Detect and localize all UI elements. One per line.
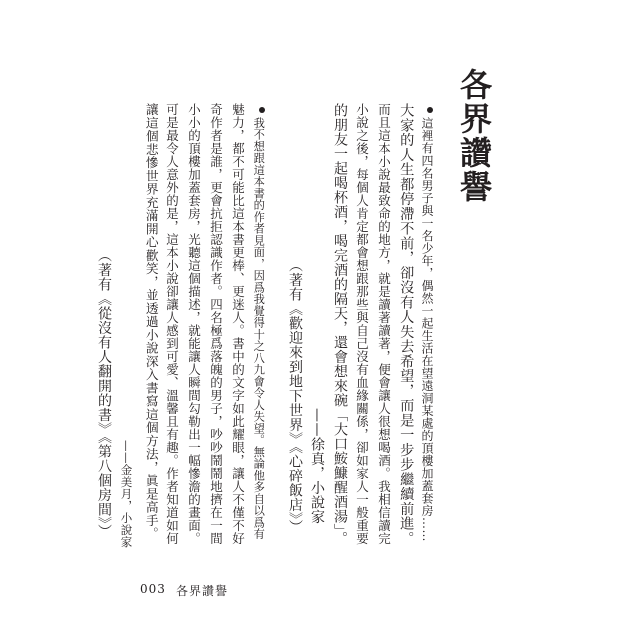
blurb-1-line: 的朋友一起喝杯酒，喝完酒的隔天，還會想來碗「大口鮟鱇醒酒湯」。 — [332, 103, 348, 546]
blurb-1-line: 這裡有四名男子與一名少年，偶然一起生活在望遠洞某處的頂樓加蓋套房…… — [420, 117, 434, 542]
bullet-icon — [259, 107, 265, 113]
blurb-2-works: （著有《從沒有人翻開的書》《第八個房間》） — [96, 248, 112, 539]
blurb-2-line: 可是最令人意外的是，這本小說卻讓人感到可愛、溫馨且有趣。作者知道如何 — [164, 103, 180, 545]
blurb-1-line: 而且這本小說最致命的地方，就是讀著讀著，便會讓人很想喝酒。我相信讀完 — [376, 103, 392, 545]
blurb-2-line: 小小的頂樓加蓋套房，光聽這個描述，就能讓人瞬間勾勒出一幅慘澹的畫面。 — [186, 103, 202, 545]
page-number: 003 — [140, 582, 166, 596]
running-footer-title: 各界讚譽 — [176, 584, 229, 598]
blurb-2-attribution: ——金美月，小說家 — [119, 440, 134, 548]
blurb-2-line: 我不想跟這本書的作者見面，因爲我覺得十之八九會令人失望。無論他多自以爲有 — [252, 117, 266, 540]
blurb-2-line: 奇作者是誰，更會抗拒認識作者。四名極爲落魄的男子，吵吵鬧鬧地擠在一間 — [208, 103, 224, 545]
blurb-1-works: （著有《歡迎來到地下世界》《心碎飯店》） — [287, 258, 303, 534]
blurb-1-line: 大家的人生都停滯不前，卻沒有人失去希望，而是一步步繼續前進。 — [398, 103, 415, 546]
blurb-1-attribution: ——徐真，小說家 — [309, 408, 325, 524]
blurb-2-line: 魅力，都不可能比這本書更棒、更迷人。書中的文字如此耀眼，讓人不僅不好 — [230, 103, 246, 545]
bullet-icon — [427, 107, 433, 113]
page-title: 各界讚譽 — [455, 68, 493, 204]
blurb-1-line: 小說之後，每個人肯定都會想跟那些與自己沒有血緣關係，卻如家人一般重要 — [354, 103, 370, 545]
blurb-2-line: 讓這個悲慘世界充滿開心歡笑，並透過小說深入書寫這個方法，眞是高手。 — [142, 103, 158, 541]
